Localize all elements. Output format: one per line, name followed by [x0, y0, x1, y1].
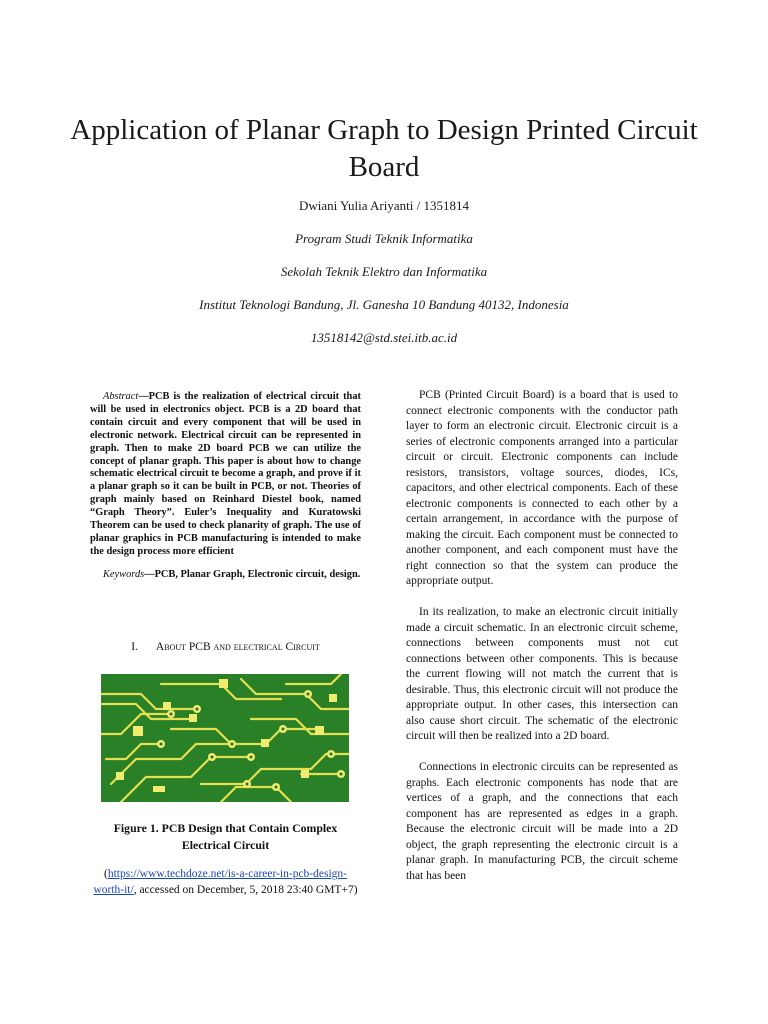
body-paragraph-2: In its realization, to make an electronic circuit initially made a circuit schematic. In an electronic circuit scheme, connections between components must not cut connections between other components. This is because the current flowing will not match the current that is desirable. Thus, this electronic circuit will not produce the appropriate output. In other cases, this intersection can also cause short circuit. The schematic of the electronic circuit will then be realized into a 2D board.: [406, 606, 678, 742]
paper-title: Application of Planar Graph to Design Printed Circuit Board: [70, 114, 698, 183]
institute-line: Institut Teknologi Bandung, Jl. Ganesha 10 Bandung 40132, Indonesia: [199, 297, 569, 312]
right-column: [406, 388, 678, 900]
abstract-paragraph: [90, 391, 361, 559]
keywords-paragraph: [90, 569, 361, 582]
abstract-text: —PCB is the realization of electrical circuit that will be used in electronics object. PCB is a 2D board that contain circuit and every component that will be used in electronic network. Electrical circuit can be represented in graph. Then to make 2D board PCB we can utilize the concept of planar graph. This paper is about how to change schematic electrical circuit te become a graph, and prove if it a planar graph so it can be built in PCB, or not. Theories of graph mainly based on Reinhard Diestel book, named “Graph Theory”. Euler’s Inequality and Kuratowski Theorem can be used to check planarity of graph. The use of planar graphics in PCB manufacturing is intended to make the design process more efficient: [90, 391, 361, 557]
abstract-label: Abstract: [103, 391, 139, 402]
section-number: I.: [131, 641, 138, 653]
pcb-illustration: [101, 674, 349, 802]
program-line: Program Studi Teknik Informatika: [295, 231, 473, 246]
left-column: [90, 391, 361, 582]
figure-source: (https://www.techdoze.net/is-a-career-in-pcb-design-worth-it/, accessed on December, 5, 2018 23:40 GMT+7): [93, 868, 358, 896]
source-suffix: , accessed on December, 5, 2018 23:40 GMT+7): [133, 884, 358, 896]
section-heading: [90, 641, 361, 653]
figure-caption: Figure 1. PCB Design that Contain Complex Electrical Circuit: [113, 821, 338, 852]
section-title: About PCB and electrical Circuit: [155, 641, 320, 653]
body-paragraph-1: PCB (Printed Circuit Board) is a board that is used to connect electronic components with the conductor path layer to form an electronic circuit. Electronic circuit is a series of electronic components arranged into a particular circuit or circuit. Electronic components can include resistors, transistors, voltage sources, diodes, ICs, capacitors, and other electrical components. Each of these electronic components is connected to each other by a certain arrangement, in accordance with the purpose of making the circuit. Each component must be connected to another component, and each component must have the right connection so that the system can produce the appropriate output.: [406, 389, 678, 587]
pcb-figure-image: [101, 674, 349, 802]
keywords-label: Keywords: [103, 568, 145, 580]
source-link[interactable]: https://www.techdoze.net/is-a-career-in-pcb-design-worth-it/: [93, 868, 347, 896]
school-line: Sekolah Teknik Elektro dan Informatika: [280, 264, 488, 279]
body-paragraph-3: Connections in electronic circuits can be represented as graphs. Each electronic components has node that are vertices of a graph, and the connections that each component has are represented as edges in a graph. Because the electronic circuit will be made into a 2D object, the graph representing the electronic circuit is a planar graph. In manufacturing PCB, the circuit scheme that has been: [406, 761, 678, 882]
keywords-text: —PCB, Planar Graph, Electronic circuit, design.: [144, 568, 361, 580]
author-line: Dwiani Yulia Ariyanti / 1351814: [299, 198, 469, 213]
email-line: 13518142@std.stei.itb.ac.id: [310, 330, 458, 345]
